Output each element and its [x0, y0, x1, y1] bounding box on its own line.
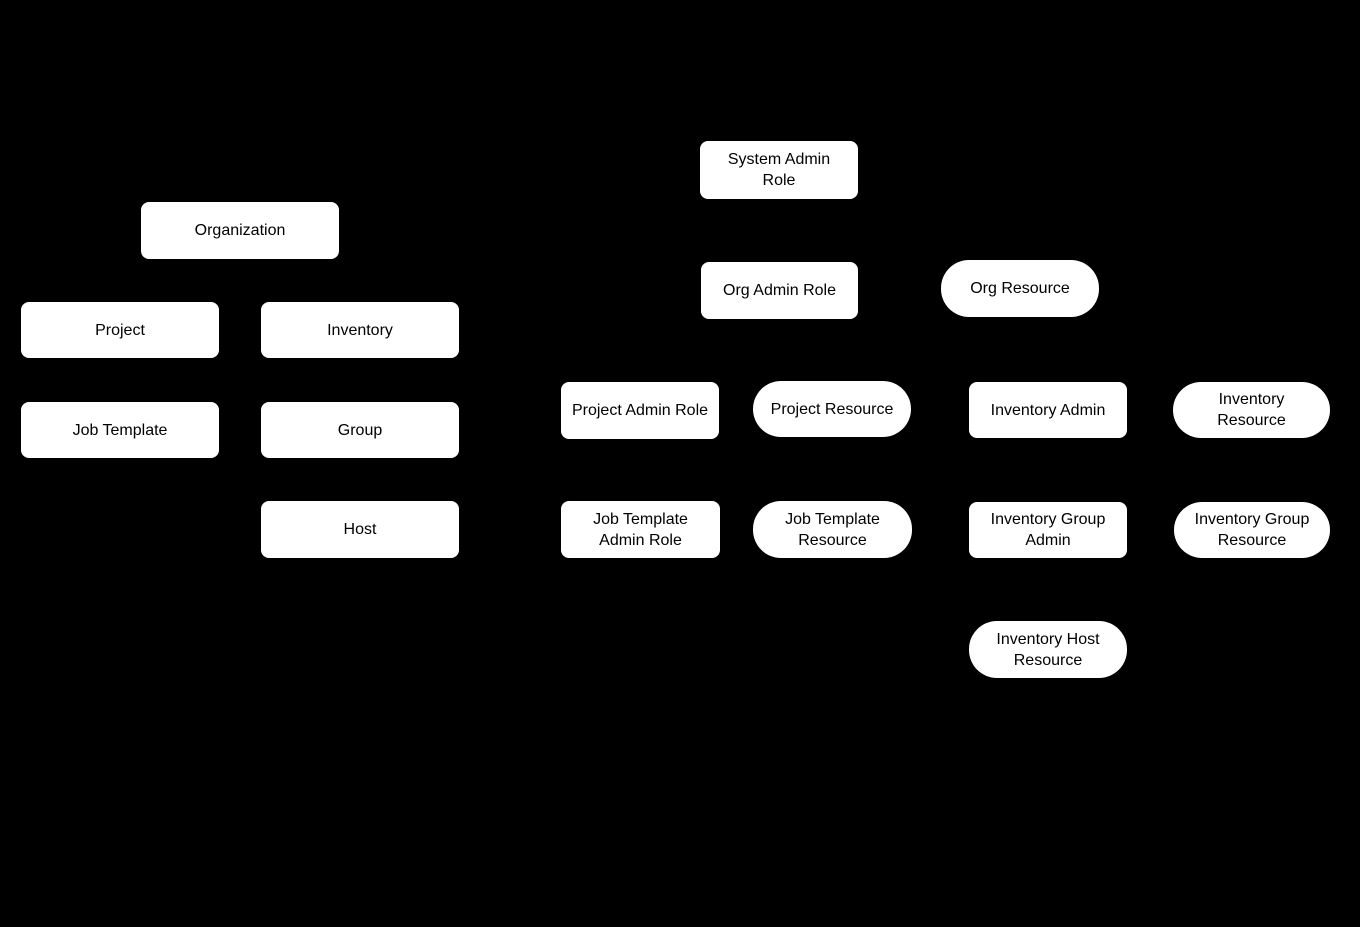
node-job-template-admin-role [561, 501, 720, 558]
node-inventory-host-resource [969, 621, 1127, 678]
node-project-resource [753, 381, 911, 437]
node-label: Inventory Host Resource [996, 630, 1100, 669]
node-inventory [261, 302, 459, 358]
node-host [261, 501, 459, 558]
node-label: Project Admin Role [571, 402, 709, 419]
node-label: Job Template Admin Role [593, 510, 688, 549]
node-label: Project [95, 321, 145, 339]
node-label: Organization [194, 222, 286, 239]
node-job-template [21, 402, 219, 458]
node-label: Org Admin Role [723, 282, 836, 299]
node-inventory-group-admin [969, 502, 1127, 558]
node-project-admin-role [561, 382, 719, 439]
node-label: Group [337, 421, 383, 439]
node-label: Org Resource [970, 280, 1070, 297]
node-org-admin-role [701, 262, 858, 319]
node-inventory-resource [1173, 382, 1330, 438]
node-label: Project Resource [770, 400, 894, 418]
node-label: Job Template Resource [785, 510, 880, 549]
node-label: Inventory [327, 321, 393, 339]
node-label: Inventory Group Resource [1194, 511, 1310, 549]
node-project [21, 302, 219, 358]
node-inventory-group-resource [1174, 502, 1330, 558]
node-label: System Admin Role [727, 151, 831, 189]
node-organization [141, 202, 339, 259]
node-label: Inventory Group Admin [990, 511, 1106, 549]
node-inventory-admin [969, 382, 1127, 438]
node-label: Job Template [72, 421, 168, 439]
node-system-admin-role [700, 141, 858, 199]
node-label: Inventory Resource [1217, 391, 1286, 429]
node-job-template-resource [753, 501, 912, 558]
node-label: Inventory Admin [990, 401, 1106, 419]
node-label: Host [343, 521, 377, 538]
node-org-resource [941, 260, 1099, 317]
node-group [261, 402, 459, 458]
